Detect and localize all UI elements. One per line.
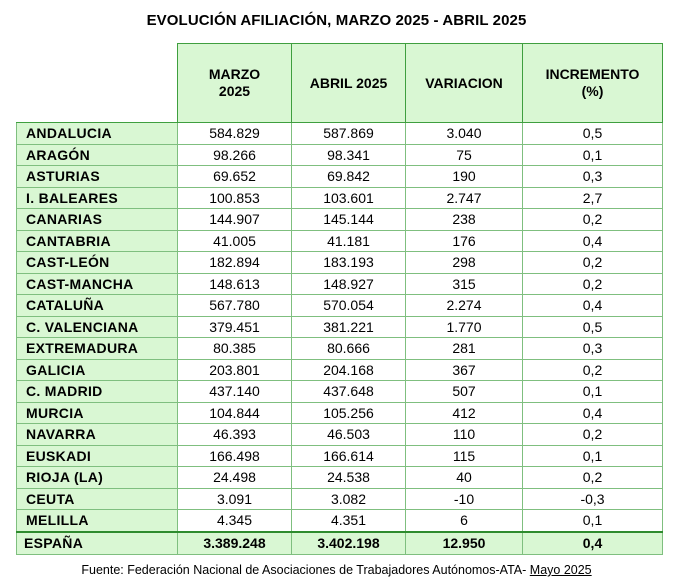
total-incremento-value: 0,4 — [523, 532, 663, 555]
variacion-value: 190 — [406, 166, 523, 188]
incremento-value: 0,3 — [523, 166, 663, 188]
region-name: CANARIAS — [17, 209, 178, 231]
table-row — [17, 402, 663, 424]
incremento-value: 0,1 — [523, 144, 663, 166]
variacion-value: 115 — [406, 445, 523, 467]
abril-value: 41.181 — [292, 230, 406, 252]
variacion-value: 6 — [406, 510, 523, 532]
abril-value: 105.256 — [292, 402, 406, 424]
total-row — [17, 532, 663, 555]
variacion-value: 110 — [406, 424, 523, 446]
region-name: CAST-MANCHA — [17, 273, 178, 295]
header-corner — [17, 44, 178, 123]
region-name: CANTABRIA — [17, 230, 178, 252]
region-name: ASTURIAS — [17, 166, 178, 188]
incremento-value: -0,3 — [523, 488, 663, 510]
variacion-value: 176 — [406, 230, 523, 252]
marzo-value: 166.498 — [178, 445, 292, 467]
marzo-value: 437.140 — [178, 381, 292, 403]
region-name: MELILLA — [17, 510, 178, 532]
marzo-value: 98.266 — [178, 144, 292, 166]
header-row — [17, 44, 663, 123]
table-row — [17, 445, 663, 467]
marzo-value: 182.894 — [178, 252, 292, 274]
incremento-value: 0,3 — [523, 338, 663, 360]
source-text: Fuente: Federación Nacional de Asociaciones de Trabajadores Autónomos-ATA- — [81, 563, 527, 577]
affiliation-table — [16, 43, 663, 555]
incremento-value: 0,1 — [523, 445, 663, 467]
marzo-value: 148.613 — [178, 273, 292, 295]
region-name: CEUTA — [17, 488, 178, 510]
variacion-value: 40 — [406, 467, 523, 489]
incremento-value: 0,1 — [523, 381, 663, 403]
marzo-value: 46.393 — [178, 424, 292, 446]
marzo-value: 584.829 — [178, 123, 292, 145]
variacion-value: 315 — [406, 273, 523, 295]
incremento-value: 0,2 — [523, 467, 663, 489]
incremento-value: 0,4 — [523, 402, 663, 424]
variacion-value: 75 — [406, 144, 523, 166]
table-row — [17, 273, 663, 295]
incremento-value: 0,2 — [523, 273, 663, 295]
abril-value: 204.168 — [292, 359, 406, 381]
region-name: EXTREMADURA — [17, 338, 178, 360]
variacion-value: 238 — [406, 209, 523, 231]
abril-value: 570.054 — [292, 295, 406, 317]
region-name: CAST-LEÓN — [17, 252, 178, 274]
abril-value: 148.927 — [292, 273, 406, 295]
region-name: C. VALENCIANA — [17, 316, 178, 338]
abril-value: 24.538 — [292, 467, 406, 489]
incremento-value: 0,4 — [523, 230, 663, 252]
table-row — [17, 467, 663, 489]
header-marzo-line2: 2025 — [218, 83, 251, 99]
region-name: MURCIA — [17, 402, 178, 424]
abril-value: 80.666 — [292, 338, 406, 360]
variacion-value: 1.770 — [406, 316, 523, 338]
total-region-name: ESPAÑA — [17, 532, 178, 555]
source-date: Mayo 2025 — [529, 563, 592, 577]
abril-value: 46.503 — [292, 424, 406, 446]
marzo-value: 104.844 — [178, 402, 292, 424]
total-abril-value: 3.402.198 — [292, 532, 406, 555]
variacion-value: 367 — [406, 359, 523, 381]
table-row — [17, 295, 663, 317]
header-variacion: VARIACION — [406, 44, 523, 123]
region-name: I. BALEARES — [17, 187, 178, 209]
incremento-value: 0,1 — [523, 510, 663, 532]
marzo-value: 69.652 — [178, 166, 292, 188]
table-row — [17, 381, 663, 403]
header-incremento-line1: INCREMENTO — [545, 66, 640, 82]
abril-value: 166.614 — [292, 445, 406, 467]
marzo-value: 41.005 — [178, 230, 292, 252]
marzo-value: 3.091 — [178, 488, 292, 510]
marzo-value: 100.853 — [178, 187, 292, 209]
marzo-value: 4.345 — [178, 510, 292, 532]
abril-value: 69.842 — [292, 166, 406, 188]
abril-value: 4.351 — [292, 510, 406, 532]
region-name: CATALUÑA — [17, 295, 178, 317]
incremento-value: 2,7 — [523, 187, 663, 209]
table-row — [17, 252, 663, 274]
table-row — [17, 209, 663, 231]
region-name: EUSKADI — [17, 445, 178, 467]
variacion-value: 2.747 — [406, 187, 523, 209]
total-marzo-value: 3.389.248 — [178, 532, 292, 555]
header-marzo — [178, 44, 292, 123]
marzo-value: 80.385 — [178, 338, 292, 360]
abril-value: 183.193 — [292, 252, 406, 274]
region-name: C. MADRID — [17, 381, 178, 403]
region-name: RIOJA (LA) — [17, 467, 178, 489]
abril-value: 98.341 — [292, 144, 406, 166]
table-row — [17, 424, 663, 446]
table-title: EVOLUCIÓN AFILIACIÓN, MARZO 2025 - ABRIL 2025 — [146, 12, 527, 29]
total-variacion-value: 12.950 — [406, 532, 523, 555]
region-name: GALICIA — [17, 359, 178, 381]
marzo-value: 144.907 — [178, 209, 292, 231]
incremento-value: 0,2 — [523, 359, 663, 381]
header-abril: ABRIL 2025 — [292, 44, 406, 123]
variacion-value: 412 — [406, 402, 523, 424]
variacion-value: 3.040 — [406, 123, 523, 145]
region-name: NAVARRA — [17, 424, 178, 446]
table-row — [17, 166, 663, 188]
variacion-value: 2.274 — [406, 295, 523, 317]
table-row — [17, 144, 663, 166]
header-incremento — [523, 44, 663, 123]
incremento-value: 0,5 — [523, 123, 663, 145]
incremento-value: 0,4 — [523, 295, 663, 317]
table-row — [17, 510, 663, 532]
abril-value: 381.221 — [292, 316, 406, 338]
variacion-value: 507 — [406, 381, 523, 403]
abril-value: 145.144 — [292, 209, 406, 231]
table-row — [17, 123, 663, 145]
variacion-value: 298 — [406, 252, 523, 274]
abril-value: 3.082 — [292, 488, 406, 510]
marzo-value: 24.498 — [178, 467, 292, 489]
incremento-value: 0,2 — [523, 424, 663, 446]
incremento-value: 0,5 — [523, 316, 663, 338]
table-row — [17, 488, 663, 510]
region-name: ARAGÓN — [17, 144, 178, 166]
incremento-value: 0,2 — [523, 252, 663, 274]
marzo-value: 203.801 — [178, 359, 292, 381]
variacion-value: 281 — [406, 338, 523, 360]
marzo-value: 379.451 — [178, 316, 292, 338]
abril-value: 587.869 — [292, 123, 406, 145]
incremento-value: 0,2 — [523, 209, 663, 231]
variacion-value: -10 — [406, 488, 523, 510]
source-note — [0, 563, 673, 577]
abril-value: 103.601 — [292, 187, 406, 209]
table-row — [17, 316, 663, 338]
header-marzo-line1: MARZO — [208, 66, 261, 82]
region-name: ANDALUCIA — [17, 123, 178, 145]
table-row — [17, 338, 663, 360]
abril-value: 437.648 — [292, 381, 406, 403]
marzo-value: 567.780 — [178, 295, 292, 317]
table-row — [17, 359, 663, 381]
table-row — [17, 187, 663, 209]
table-row — [17, 230, 663, 252]
header-incremento-line2: (%) — [581, 83, 604, 99]
